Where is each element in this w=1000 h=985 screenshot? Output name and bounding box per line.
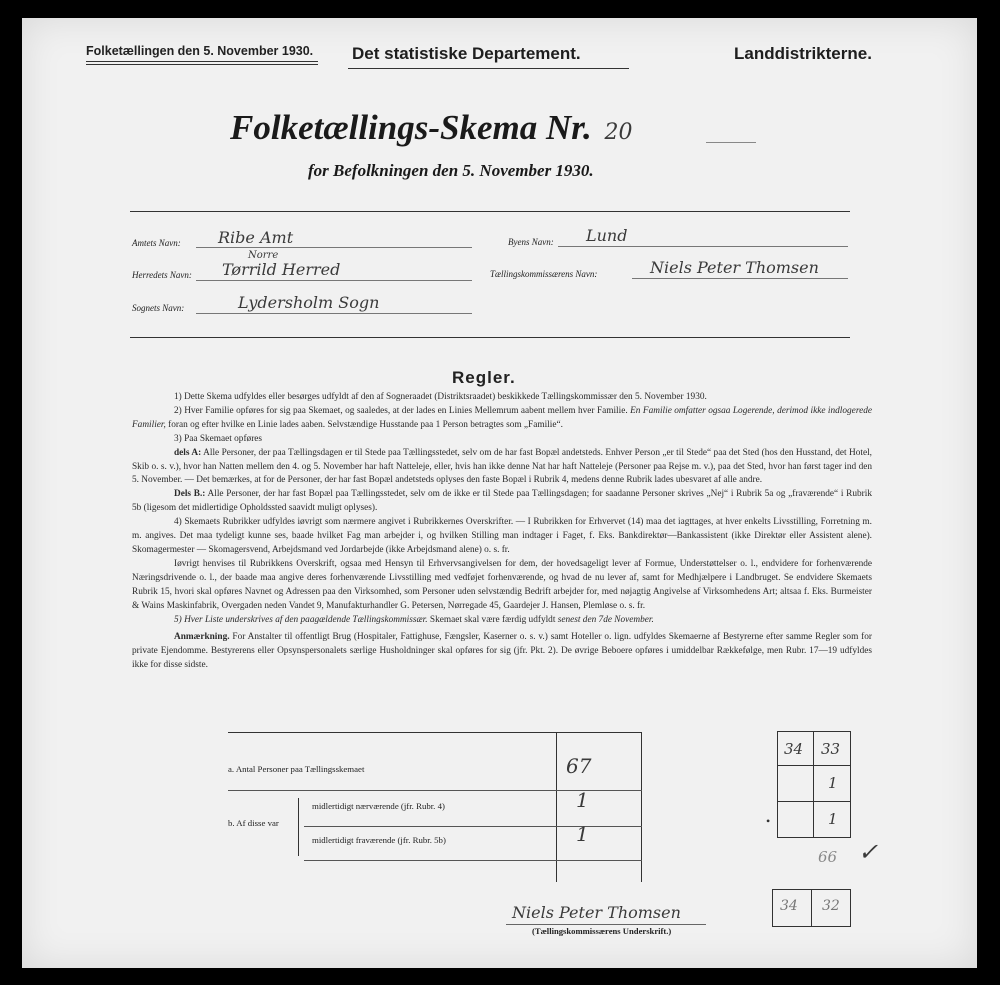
herred-line [196, 280, 472, 281]
row-b2-label: midlertidigt fraværende (jfr. Rubr. 5b) [312, 835, 446, 845]
rule-2-italic: En Familie omfatter ogsaa Logerende, derimod ikke indlogerede Familier, [132, 405, 872, 430]
fields-bottom-rule [130, 337, 850, 338]
row-b1-value: 1 [576, 788, 589, 812]
tally-dot: • [766, 814, 771, 828]
rule-4: 4) Skemaets Rubrikker udfyldes iøvrigt som nærmere angivet i Rubrikkernes Overskrifter. — I Rubrikken for Erhvervet (14) maa det iagttages, at hver enkelts Livsstilling, Forretning m. m. angives. Det maa tydeligt kunne ses, baade hvilket Fag man arbejder i, og hvilken Stilling man indtager i Faget, f. Eks. Bankdirektør—Bankassistent (ikke Direktør eller Assistent alene). Skomagermester — Skomagersvend, Arbejdsmand ved Jordarbejde (ikke Arbejdsmand alene) o. s. fr. [132, 517, 872, 555]
tally-box-divider [813, 731, 814, 837]
census-form-sheet [22, 18, 977, 968]
amt-value: Ribe Amt [218, 228, 294, 247]
header-center: Det statistiske Departement. [352, 44, 581, 63]
tally-box-row2 [777, 801, 850, 802]
amt-label: Amtets Navn: [132, 238, 181, 248]
rule-3a-text: Alle Personer, der paa Tællingsdagen er til Stede paa Tællingsstedet, selv om de har fast Bopæl andetsteds. Enhver Person „er til Stede“ paa det Sted (hos den Husstand, det Hotel, Skib o. s. v.), hvor han Natten mellem den 4. og 5. November har haft Natteleje, eller, hvis han ikke denne Nat har haft Natteleje (Personer paa Rejse m. v.), paa det Sted, hvor han først tager ind den 5. November. — Det bemærkes, at for de Personer, der har fast Bopæl andetsteds oplyses den faste Bopæl i Rubrik 4, medens denne Rubrik lades ubesvaret af alle andre. [132, 447, 873, 486]
kommissaer-label: Tællingskommissærens Navn: [490, 269, 598, 279]
rule-2-tail: foran og efter hvilke en Linie lades aaben. Selvstændige Husstande paa 1 Person betragtes som „Familie“. [168, 419, 563, 430]
row-a-value: 67 [566, 754, 592, 778]
summary-row-b1-rule [304, 826, 642, 827]
sogn-value: Lydersholm Sogn [238, 293, 380, 312]
row-b2-value: 1 [576, 822, 589, 846]
tally-r3c2: 1 [828, 810, 838, 828]
tally-box-row1 [777, 765, 850, 766]
rule-3a-lead: dels A: [174, 447, 202, 458]
rule-4b: Iøvrigt henvises til Rubrikkens Overskrift, ogsaa med Hensyn til Erhvervsangivelsen for dem, der hovedsageligt lever af Formue, Understøttelser o. l., endvidere for forhenværende Næringsdrivende o. l., der baade maa angive deres forhenværende Livsstilling med vedføjet forhenværende, og hvad de nu lever af, samt for Medhjælpere i Landbruget. Se endvidere Skemaets Rubrik 15, hvori skal opføres Navnet og Adressen paa den Virksomhed, som Personer uden selvstændig Bedrift arbejder for, med nøjagtig Angivelse af Virksomhedens Art; altsaa f. Eks. Burmeister & Wains Maskinfabrik, Overgaden neden Vandet 9, Manufakturhandler G. Petersen, Nørregade 45, Gaardejer J. Hansen, Plemløse o. s. fr. [132, 558, 872, 611]
rule-5 [132, 614, 872, 628]
signature-line [506, 924, 706, 925]
signature-caption: (Tællingskommissærens Underskrift.) [532, 926, 672, 936]
rule-5-deadline: senest den 7de November. [557, 614, 654, 625]
rule-3b [132, 488, 872, 516]
rule-2 [132, 405, 872, 433]
bottom-tally-c1: 34 [780, 898, 798, 914]
row-b1-label: midlertidigt nærværende (jfr. Rubr. 4) [312, 801, 445, 811]
form-number: 20 [604, 120, 633, 145]
row-a-label: a. Antal Personer paa Tællingsskemaet [228, 764, 365, 774]
annotation [132, 631, 872, 673]
tally-r1c1: 34 [784, 740, 804, 758]
header-right: Landdistrikterne. [734, 44, 872, 63]
rules-body [132, 391, 872, 673]
sogn-line [196, 313, 472, 314]
rule-3: 3) Paa Skemaet opføres [174, 433, 263, 444]
rules-heading: Regler. [452, 368, 516, 387]
rule-3b-text: Alle Personer, der har fast Bopæl paa Tællingsstedet, selv om de ikke er til Stede paa Tællingsdagen; for saadanne Personer skrives „Nej“ i Rubrik 5a og „fraværende“ i Rubrik 5b (ligesom det midlertidige Opholdssted saavidt muligt oplyses). [132, 489, 872, 514]
header-left: Folketællingen den 5. November 1930. [86, 44, 314, 58]
form-title [230, 108, 632, 148]
by-line [558, 246, 848, 247]
annotation-lead: Anmærkning. [174, 632, 230, 643]
header-left-underline [86, 61, 318, 62]
annotation-text: For Anstalter til offentligt Brug (Hospitaler, Fattighuse, Fængsler, Kaserner o. s. v.) samt Hoteller o. lign. udfyldes Skemaerne af Bestyrerne efter samme Regler som for private Ejendomme. Bestyrerens eller Opsynspersonalets særlige Husholdninger skal opføres for sig (jfr. Pkt. 2). De øvrige Beboere opføres i umiddelbar Rækkefølge, men Rubr. 17—19 udfyldes ikke for disse sidste. [132, 632, 872, 671]
form-title-text: Folketællings-Skema Nr. [230, 108, 592, 147]
tally-r2c2: 1 [828, 774, 838, 792]
herred-value: Tørrild Herred [222, 260, 341, 279]
by-value: Lund [586, 226, 628, 245]
rule-3b-lead: Dels B.: [174, 489, 206, 500]
sogn-label: Sognets Navn: [132, 303, 185, 313]
tally-r1c2: 33 [821, 740, 841, 758]
rule-1: 1) Dette Skema udfyldes eller besørges udfyldt af den af Sogneraadet (Distriktsraadet) beskikkede Tællingskommissær den 5. November 1930. [174, 392, 707, 402]
herred-label: Herredets Navn: [132, 270, 192, 280]
header-center-underline [348, 68, 629, 69]
check-mark: ✓ [858, 838, 879, 866]
signature: Niels Peter Thomsen [512, 903, 681, 922]
summary-top-rule [228, 732, 642, 733]
fields-top-rule [130, 211, 850, 212]
rule-2-text: 2) Hver Familie opføres for sig paa Skemaet, og saaledes, at der lades en Linies Mellemrum aabent mellem hver Familie. [174, 405, 628, 416]
kommissaer-line [632, 278, 848, 279]
by-label: Byens Navn: [508, 237, 554, 247]
bottom-tally-divider [811, 889, 812, 926]
kommissaer-value: Niels Peter Thomsen [650, 258, 819, 277]
form-subtitle: for Befolkningen den 5. November 1930. [308, 161, 594, 180]
herred-insert: Norre [248, 250, 279, 261]
tally-total: 66 [818, 848, 838, 866]
bottom-tally-c2: 32 [822, 898, 840, 914]
row-b-label: b. Af disse var [228, 818, 279, 828]
rule-5-italic: 5) Hver Liste underskrives af den paagældende Tællingskommissær. [174, 614, 428, 625]
summary-row-b2-rule [304, 860, 642, 861]
amt-line [196, 247, 472, 248]
rule-5-text: Skemaet skal være færdig udfyldt [429, 614, 556, 625]
form-number-line [706, 142, 756, 143]
rule-3a [132, 447, 872, 489]
summary-brace [298, 798, 299, 856]
header-left-underline-2 [86, 64, 318, 65]
